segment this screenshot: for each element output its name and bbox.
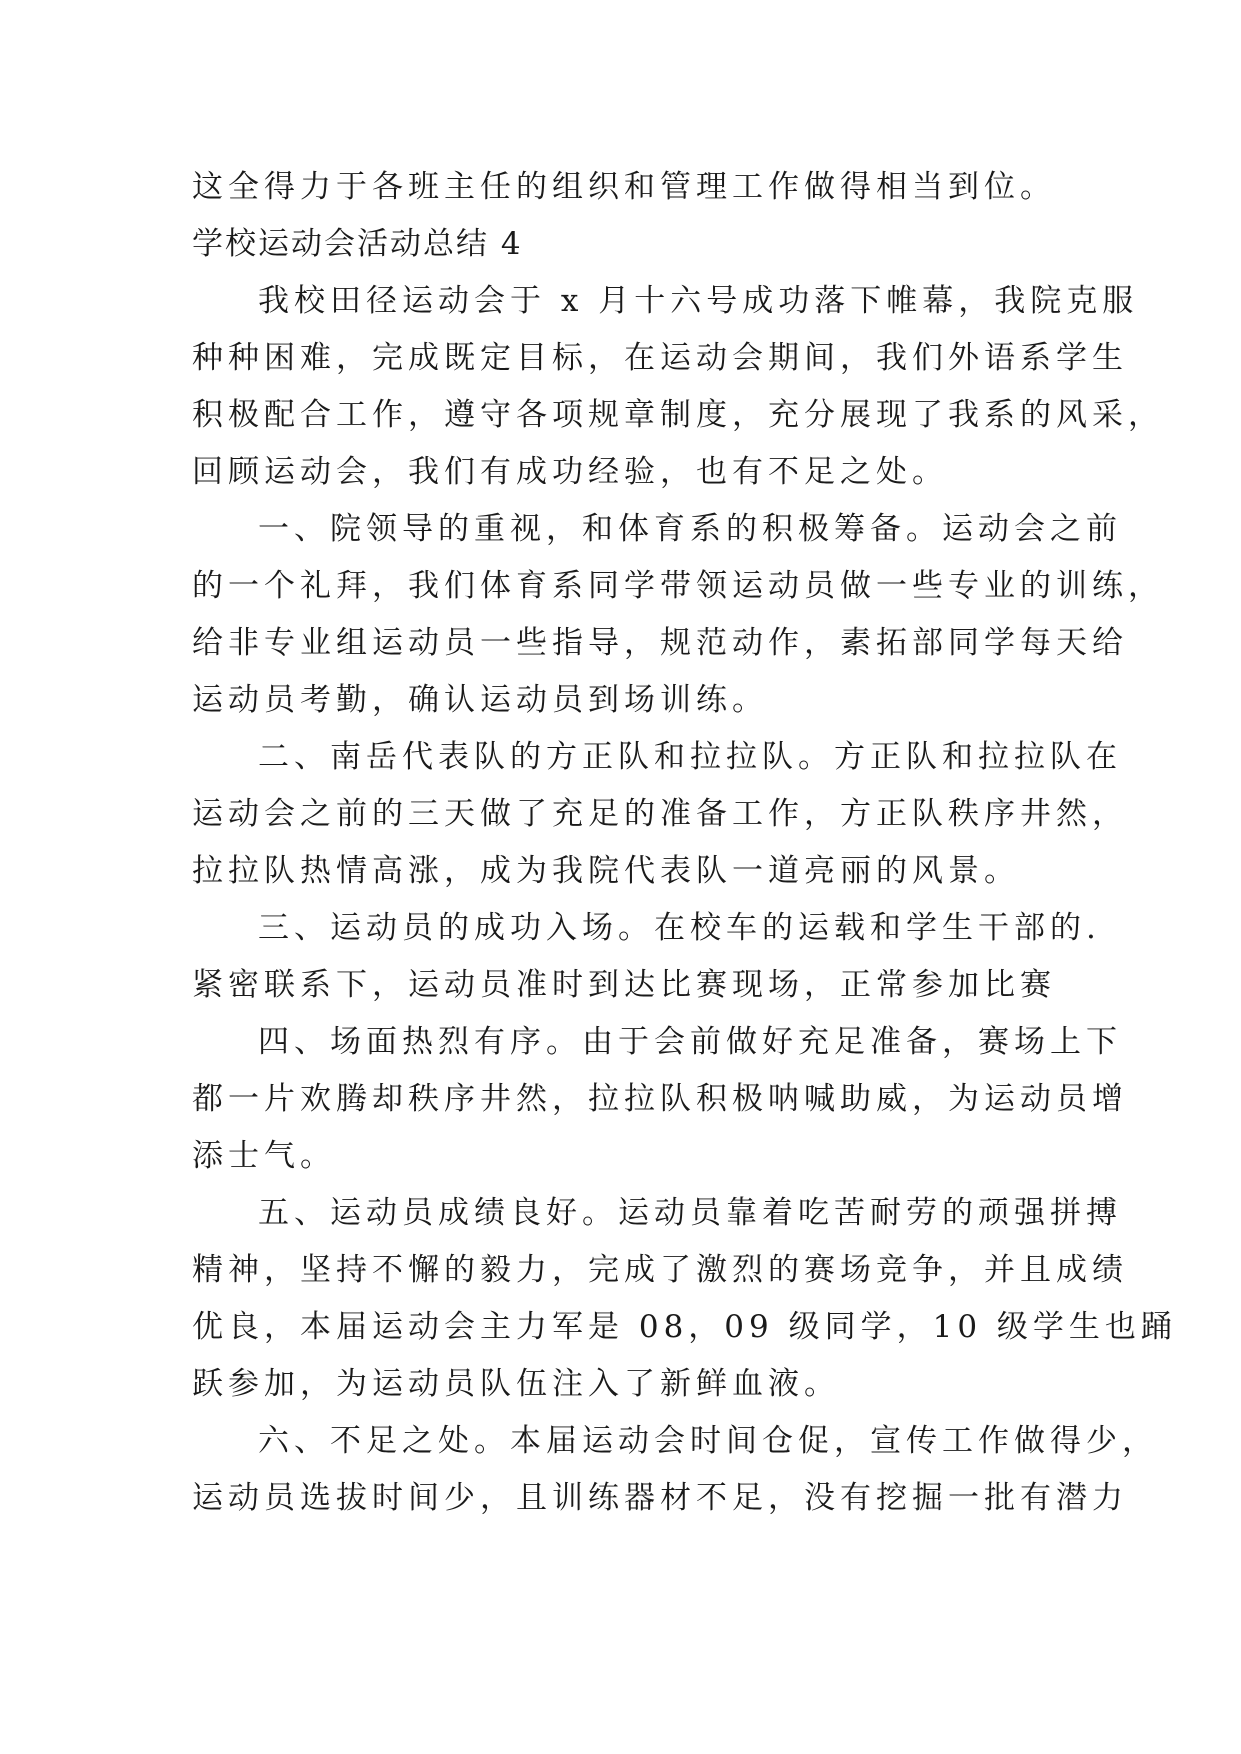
text-line: 我校田径运动会于 x 月十六号成功落下帷幕，我院克服 [258,283,1139,319]
text-line: 四、场面热烈有序。由于会前做好充足准备，赛场上下 [258,1024,1122,1060]
text-line: 跃参加，为运动员队伍注入了新鲜血液。 [192,1366,840,1402]
text-line: 运动会之前的三天做了充足的准备工作，方正队秩序井然， [192,796,1128,832]
text-line: 二、南岳代表队的方正队和拉拉队。方正队和拉拉队在 [258,739,1122,775]
text-line: 优良，本届运动会主力军是 08，09 级同学，10 级学生也踊 [192,1309,1177,1345]
text-line: 这全得力于各班主任的组织和管理工作做得相当到位。 [192,169,1056,205]
text-line: 六、不足之处。本届运动会时间仓促，宣传工作做得少， [258,1423,1158,1459]
text-line: 紧密联系下，运动员准时到达比赛现场，正常参加比赛 [192,967,1056,1003]
text-line: 五、运动员成绩良好。运动员靠着吃苦耐劳的顽强拼搏 [258,1195,1122,1231]
text-line: 运动员选拔时间少，且训练器材不足，没有挖掘一批有潜力 [192,1480,1128,1516]
text-line: 的一个礼拜，我们体育系同学带领运动员做一些专业的训练， [192,568,1164,604]
text-line: 添士气。 [192,1138,336,1174]
text-line: 三、运动员的成功入场。在校车的运载和学生干部的. [258,910,1101,946]
text-line: 运动员考勤，确认运动员到场训练。 [192,682,768,718]
document-body [192,159,1177,1527]
text-line: 给非专业组运动员一些指导，规范动作，素拓部同学每天给 [192,625,1128,661]
text-line: 种种困难，完成既定目标，在运动会期间，我们外语系学生 [192,340,1128,376]
text-line: 一、院领导的重视，和体育系的积极筹备。运动会之前 [258,511,1122,547]
text-line: 拉拉队热情高涨，成为我院代表队一道亮丽的风景。 [192,853,1020,889]
text-line: 回顾运动会，我们有成功经验，也有不足之处。 [192,454,948,490]
text-line: 都一片欢腾却秩序井然，拉拉队积极呐喊助威，为运动员增 [192,1081,1128,1117]
text-line: 积极配合工作，遵守各项规章制度，充分展现了我系的风采， [192,397,1164,433]
text-line: 精神，坚持不懈的毅力，完成了激烈的赛场竞争，并且成绩 [192,1252,1128,1288]
section-heading: 学校运动会活动总结 4 [192,226,523,262]
